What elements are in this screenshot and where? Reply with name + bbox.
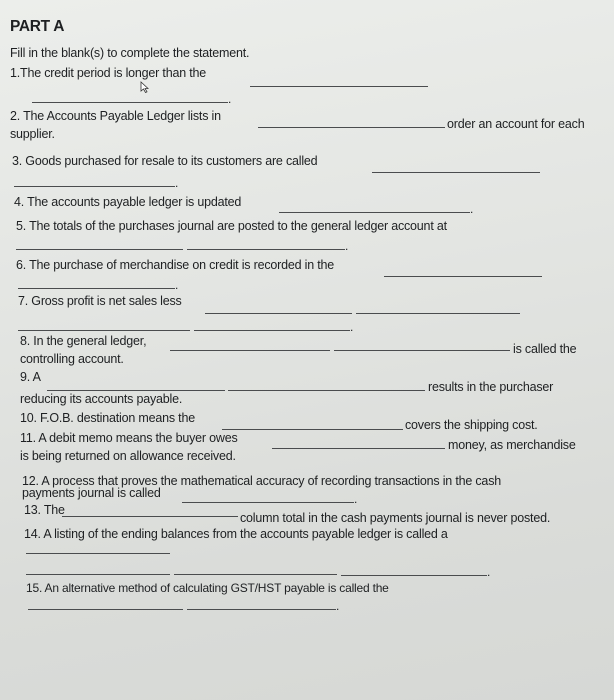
question-8-cont: is called the bbox=[513, 342, 577, 356]
question-8: 8. In the general ledger, bbox=[20, 334, 147, 348]
question-6: 6. The purchase of merchandise on credit is recorded in the bbox=[16, 258, 335, 272]
question-7: 7. Gross profit is net sales less bbox=[18, 294, 182, 308]
period: . bbox=[336, 599, 340, 613]
blank-7c[interactable] bbox=[18, 330, 190, 331]
question-12-cont: payments journal is called bbox=[22, 486, 161, 500]
blank-6b[interactable] bbox=[18, 288, 175, 289]
question-4: 4. The accounts payable ledger is updated bbox=[14, 195, 242, 209]
blank-6a[interactable] bbox=[384, 276, 542, 277]
blank-7d[interactable] bbox=[194, 330, 350, 331]
blank-14c[interactable] bbox=[174, 574, 337, 575]
question-8-end: controlling account. bbox=[20, 352, 124, 366]
blank-8b[interactable] bbox=[334, 350, 510, 351]
blank-3a[interactable] bbox=[372, 172, 540, 173]
question-13: 13. The bbox=[24, 503, 65, 517]
question-9: 9. A bbox=[20, 370, 41, 384]
blank-9b[interactable] bbox=[228, 390, 425, 391]
mouse-cursor-icon bbox=[140, 81, 149, 93]
blank-4[interactable] bbox=[279, 212, 470, 213]
blank-2[interactable] bbox=[258, 127, 445, 128]
blank-15b[interactable] bbox=[187, 609, 336, 610]
question-11-end: is being returned on allowance received. bbox=[20, 449, 236, 463]
question-15: 15. An alternative method of calculating GST/HST payable is called the bbox=[26, 581, 389, 595]
instructions: Fill in the blank(s) to complete the statement. bbox=[10, 46, 250, 60]
question-9-cont: results in the purchaser bbox=[428, 380, 554, 394]
question-3: 3. Goods purchased for resale to its customers are called bbox=[12, 154, 318, 168]
blank-8a[interactable] bbox=[170, 350, 330, 351]
period: . bbox=[175, 278, 179, 292]
question-5: 5. The totals of the purchases journal are posted to the general ledger account at bbox=[16, 219, 447, 233]
blank-10[interactable] bbox=[222, 429, 403, 430]
blank-15a[interactable] bbox=[28, 609, 183, 610]
question-1: 1.The credit period is longer than the bbox=[10, 66, 206, 80]
blank-14a[interactable] bbox=[26, 553, 170, 554]
blank-5b[interactable] bbox=[187, 249, 345, 250]
question-10-cont: covers the shipping cost. bbox=[405, 418, 538, 432]
blank-12[interactable] bbox=[182, 502, 354, 503]
blank-9a[interactable] bbox=[47, 390, 225, 391]
period: . bbox=[350, 320, 354, 334]
question-10: 10. F.O.B. destination means the bbox=[20, 411, 195, 425]
period: . bbox=[487, 565, 491, 579]
blank-13[interactable] bbox=[62, 516, 238, 517]
blank-3b[interactable] bbox=[14, 186, 175, 187]
blank-7b[interactable] bbox=[356, 313, 520, 314]
question-2: 2. The Accounts Payable Ledger lists in bbox=[10, 109, 221, 123]
period: . bbox=[354, 492, 358, 506]
blank-5a[interactable] bbox=[16, 249, 183, 250]
blank-7a[interactable] bbox=[205, 313, 352, 314]
period: . bbox=[175, 176, 179, 190]
question-9-end: reducing its accounts payable. bbox=[20, 392, 183, 406]
question-11-cont: money, as merchandise bbox=[448, 438, 576, 452]
question-13-cont: column total in the cash payments journal is never posted. bbox=[240, 511, 551, 525]
question-12: 12. A process that proves the mathematical accuracy of recording transactions in the cash bbox=[22, 474, 501, 488]
blank-1a[interactable] bbox=[250, 86, 428, 87]
blank-14d[interactable] bbox=[341, 575, 487, 576]
period: . bbox=[228, 92, 232, 106]
blank-14b[interactable] bbox=[26, 574, 170, 575]
question-11: 11. A debit memo means the buyer owes bbox=[20, 431, 238, 445]
question-2-end: supplier. bbox=[10, 127, 55, 141]
section-title: PART A bbox=[10, 18, 65, 35]
question-2-cont: order an account for each bbox=[447, 117, 585, 131]
question-14: 14. A listing of the ending balances from the accounts payable ledger is called a bbox=[24, 527, 448, 541]
blank-1b[interactable] bbox=[32, 102, 228, 103]
period: . bbox=[345, 239, 349, 253]
blank-11[interactable] bbox=[272, 448, 445, 449]
period: . bbox=[470, 202, 474, 216]
